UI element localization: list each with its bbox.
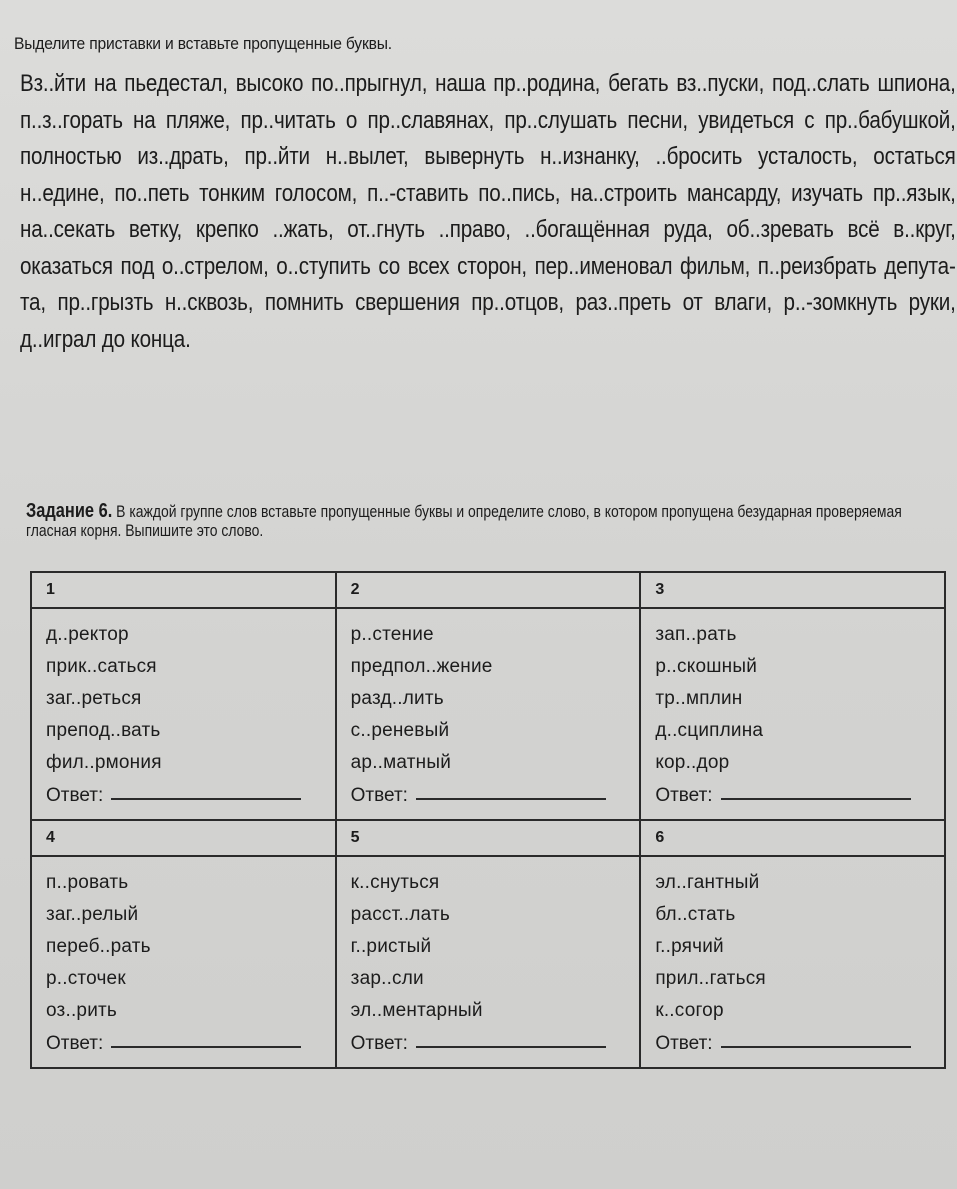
task-title: Задание 6. <box>26 500 113 522</box>
answer-field[interactable] <box>46 779 321 815</box>
answer-label: Ответ: <box>46 785 104 806</box>
word-item: кор..дор <box>655 752 730 773</box>
word-item: р..сточек <box>46 968 126 989</box>
group-number: 2 <box>350 581 360 598</box>
word-item: эл..гантный <box>655 872 760 893</box>
group-cell-5 <box>336 856 641 1068</box>
answer-line[interactable] <box>721 798 911 800</box>
group-cell-3 <box>640 608 945 820</box>
answer-field[interactable] <box>655 779 930 815</box>
word-item: заг..релый <box>46 904 139 925</box>
word-groups-table <box>30 571 946 1069</box>
answer-label: Ответ: <box>350 1033 408 1054</box>
group-cell-1 <box>31 608 336 820</box>
word-item: зап..рать <box>655 624 737 645</box>
word-item: с..реневый <box>350 720 450 741</box>
group-cell-4 <box>31 856 336 1068</box>
answer-field[interactable] <box>655 1027 930 1063</box>
word-item: предпол..жение <box>350 656 493 677</box>
group-number: 1 <box>46 581 55 598</box>
word-item: переб..рать <box>46 936 151 957</box>
word-item: прик..саться <box>46 656 157 677</box>
task-text: В каждой группе слов вставьте пропущенные буквы и определите слово, в котором пропущена безударная проверяемая гласная корня. Выпишите это слово. <box>26 502 902 540</box>
word-item: ар..матный <box>350 752 452 773</box>
task-6 <box>26 502 953 540</box>
group-cell-6 <box>640 856 945 1068</box>
answer-line[interactable] <box>111 1046 301 1048</box>
group-number: 4 <box>46 829 55 846</box>
group-number: 3 <box>655 581 665 598</box>
word-item: д..сциплина <box>655 720 764 741</box>
word-item: заг..реться <box>46 688 142 709</box>
word-item: к..согор <box>655 1000 724 1021</box>
answer-label: Ответ: <box>655 1033 713 1054</box>
word-item: бл..стать <box>655 904 736 925</box>
word-item: оз..рить <box>46 1000 118 1021</box>
word-item: п..ровать <box>46 872 129 893</box>
words-row-1 <box>31 608 945 820</box>
exercise-text: Вз..йти на пьедестал, высоко по..прыгнул, наша пр..родина, бегать вз..пуски, под..слать шпиона, п..з..горать на пляже, пр..читать о пр..славянах, пр..слушать песни, увидеться с пр..бабушкой, полностью из..драть, пр..йти н..вылет, вывернуть н..изнанку, ..бросить усталость, остаться н..едине, по..петь тонким голосом, п..-ставить по..пись, на..строить мансарду, изучать пр..язык, на..секать ветку, крепко ..жать, от..гнуть ..право, ..богащённая руда, об..зревать всё в..круг, оказаться под о..стрелом, о..ступить со всех сторон, пер..именовал фильм, п..реизбрать депута-та, пр..грызть н..сквозь, помнить свершения пр..отцов, раз..преть от влаги, р..-зомкнуть руки, д..играл до конца. <box>20 70 956 353</box>
answer-line[interactable] <box>416 1046 606 1048</box>
word-item: д..ректор <box>46 624 129 645</box>
word-item: р..скошный <box>655 656 758 677</box>
answer-label: Ответ: <box>655 785 713 806</box>
answer-field[interactable] <box>351 1027 626 1063</box>
word-item: расст..лать <box>350 904 450 925</box>
exercise-instruction: Выделите приставки и вставьте пропущенные буквы. <box>14 34 392 53</box>
answer-label: Ответ: <box>46 1033 104 1054</box>
answer-line[interactable] <box>111 798 301 800</box>
word-item: тр..мплин <box>655 688 743 709</box>
answer-line[interactable] <box>721 1046 911 1048</box>
answer-field[interactable] <box>46 1027 321 1063</box>
answer-field[interactable] <box>351 779 626 815</box>
word-item: прил..гаться <box>655 968 766 989</box>
words-row-2 <box>31 856 945 1068</box>
word-item: эл..ментарный <box>350 1000 483 1021</box>
word-item: р..стение <box>350 624 434 645</box>
group-number: 5 <box>350 829 360 846</box>
word-item: зар..сли <box>350 968 424 989</box>
answer-line[interactable] <box>416 798 606 800</box>
word-item: г..ристый <box>350 936 432 957</box>
answer-label: Ответ: <box>350 785 408 806</box>
group-cell-2 <box>336 608 641 820</box>
word-item: препод..вать <box>46 720 161 741</box>
header-row-1 <box>31 572 945 608</box>
word-item: к..снуться <box>350 872 440 893</box>
word-item: разд..лить <box>350 688 444 709</box>
word-item: г..рячий <box>655 936 724 957</box>
group-number: 6 <box>655 829 665 846</box>
word-item: фил..рмония <box>46 752 162 773</box>
header-row-2 <box>31 820 945 856</box>
